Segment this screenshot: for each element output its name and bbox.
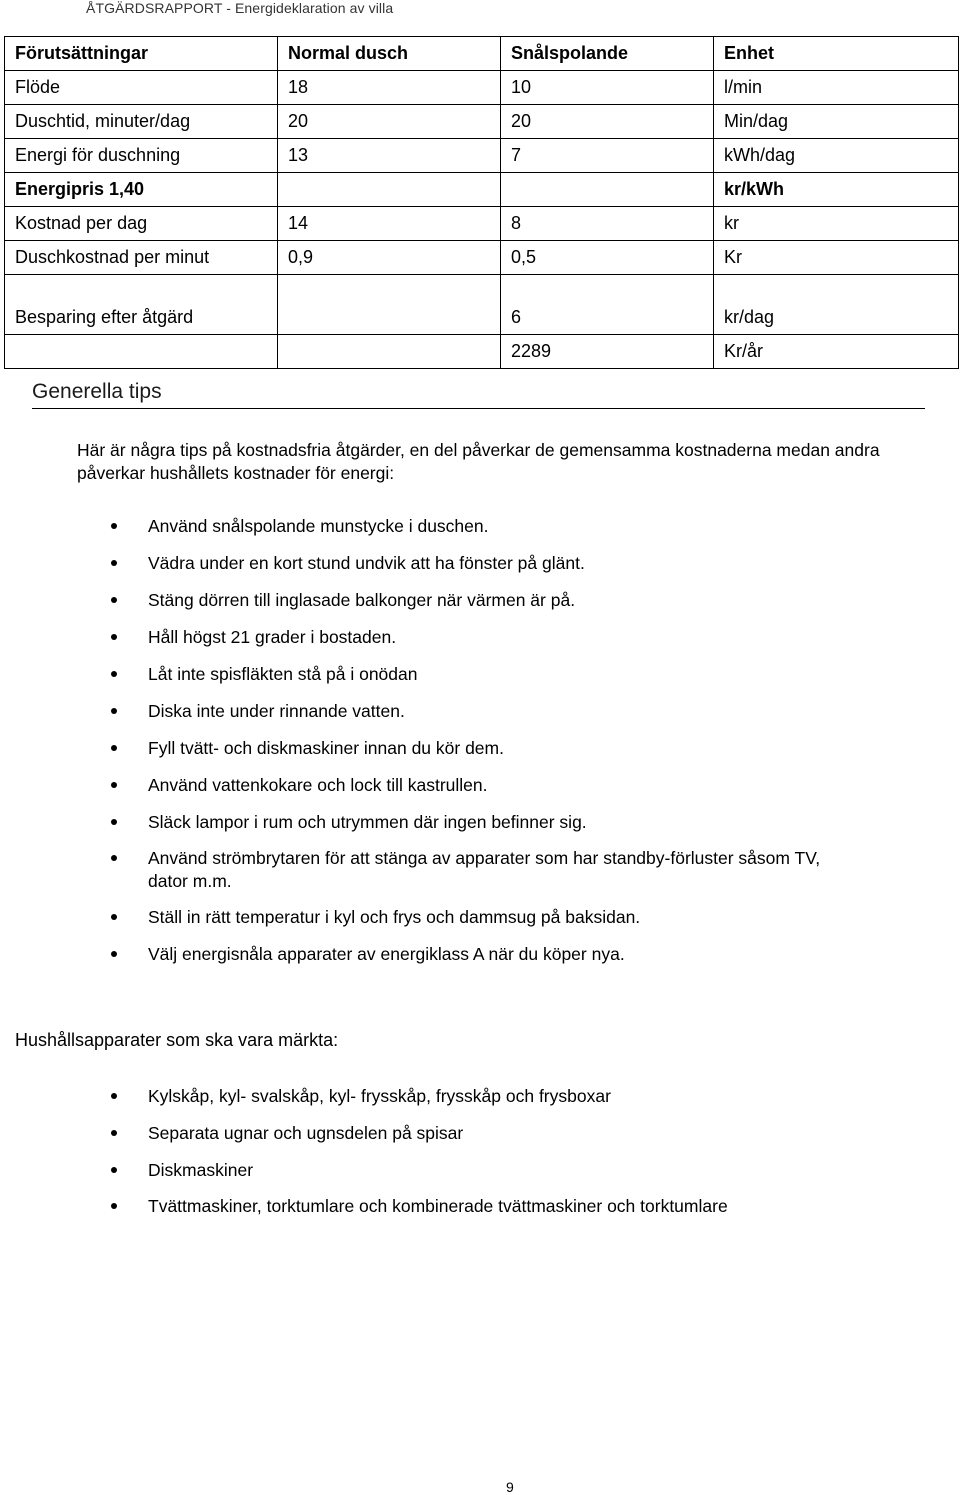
list-item-text: Diska inte under rinnande vatten. bbox=[148, 701, 405, 721]
table-cell bbox=[278, 335, 501, 369]
list-item bbox=[107, 943, 848, 980]
column-header: Enhet bbox=[714, 37, 959, 71]
table-cell: 14 bbox=[278, 207, 501, 241]
table-cell bbox=[501, 173, 714, 207]
table-cell: Kr/år bbox=[714, 335, 959, 369]
list-item-text: Kylskåp, kyl- svalskåp, kyl- frysskåp, frysskåp och frysboxar bbox=[148, 1086, 611, 1106]
table-cell: Duschkostnad per minut bbox=[5, 241, 278, 275]
list-item-text: Välj energisnåla apparater av energiklass A när du köper nya. bbox=[148, 944, 625, 964]
list-item bbox=[107, 906, 848, 943]
table-row bbox=[5, 241, 959, 275]
list-item bbox=[107, 515, 848, 552]
table-row bbox=[5, 207, 959, 241]
list-item-text: Vädra under en kort stund undvik att ha fönster på glänt. bbox=[148, 553, 585, 573]
table-cell: Energipris 1,40 bbox=[5, 173, 278, 207]
bullet-icon bbox=[111, 634, 117, 640]
table-cell: kr/kWh bbox=[714, 173, 959, 207]
list-item bbox=[107, 626, 848, 663]
table-row bbox=[5, 105, 959, 139]
table-cell: 2289 bbox=[501, 335, 714, 369]
table-cell: 6 bbox=[501, 275, 714, 335]
bullet-icon bbox=[111, 1093, 117, 1099]
bullet-icon bbox=[111, 523, 117, 529]
table-header-row bbox=[5, 37, 959, 71]
tips-list bbox=[107, 515, 848, 980]
list-item-text: Separata ugnar och ugnsdelen på spisar bbox=[148, 1123, 464, 1143]
section-title: Generella tips bbox=[32, 380, 925, 409]
list-item-text: Håll högst 21 grader i bostaden. bbox=[148, 627, 397, 647]
bullet-icon bbox=[111, 560, 117, 566]
bullet-icon bbox=[111, 782, 117, 788]
table-cell bbox=[278, 275, 501, 335]
list-item-text: Diskmaskiner bbox=[148, 1160, 254, 1180]
list-item-text: Använd snålspolande munstycke i duschen. bbox=[148, 516, 489, 536]
table-cell: l/min bbox=[714, 71, 959, 105]
table-cell: 10 bbox=[501, 71, 714, 105]
bullet-icon bbox=[111, 1130, 117, 1136]
table-cell: 7 bbox=[501, 139, 714, 173]
list-item bbox=[107, 700, 848, 737]
table-cell: 18 bbox=[278, 71, 501, 105]
list-item bbox=[107, 552, 848, 589]
bullet-icon bbox=[111, 745, 117, 751]
list-item bbox=[107, 1085, 728, 1122]
list-item-text: Stäng dörren till inglasade balkonger när värmen är på. bbox=[148, 590, 576, 610]
table-cell: Energi för duschning bbox=[5, 139, 278, 173]
table-cell: 8 bbox=[501, 207, 714, 241]
table-cell: 0,5 bbox=[501, 241, 714, 275]
running-header: ÅTGÄRDSRAPPORT - Energideklaration av villa bbox=[86, 0, 394, 16]
appliances-list bbox=[107, 1085, 728, 1232]
table-cell: Besparing efter åtgärd bbox=[5, 275, 278, 335]
bullet-icon bbox=[111, 597, 117, 603]
table-cell: kr/dag bbox=[714, 275, 959, 335]
list-item bbox=[107, 847, 848, 906]
table-cell: 20 bbox=[278, 105, 501, 139]
shower-cost-table bbox=[4, 36, 959, 369]
bullet-icon bbox=[111, 1167, 117, 1173]
list-item-text: Använd strömbrytaren för att stänga av apparater som har standby-förluster såsom TV, dator m.m. bbox=[148, 848, 821, 891]
list-item bbox=[107, 589, 848, 626]
table-cell: kr bbox=[714, 207, 959, 241]
table-cell: 20 bbox=[501, 105, 714, 139]
bullet-icon bbox=[111, 855, 117, 861]
table-row bbox=[5, 139, 959, 173]
table-cell: Duschtid, minuter/dag bbox=[5, 105, 278, 139]
table-cell: Kr bbox=[714, 241, 959, 275]
list-item bbox=[107, 1122, 728, 1159]
bullet-icon bbox=[111, 914, 117, 920]
table-row bbox=[5, 173, 959, 207]
column-header: Snålspolande bbox=[501, 37, 714, 71]
bullet-icon bbox=[111, 671, 117, 677]
list-item-text: Tvättmaskiner, torktumlare och kombinerade tvättmaskiner och torktumlare bbox=[148, 1196, 728, 1216]
list-item-text: Fyll tvätt- och diskmaskiner innan du kör dem. bbox=[148, 738, 504, 758]
bullet-icon bbox=[111, 819, 117, 825]
column-header: Förutsättningar bbox=[5, 37, 278, 71]
list-item bbox=[107, 774, 848, 811]
appliances-title: Hushållsapparater som ska vara märkta: bbox=[15, 1030, 339, 1050]
list-item-text: Använd vattenkokare och lock till kastrullen. bbox=[148, 775, 488, 795]
intro-paragraph: Här är några tips på kostnadsfria åtgärder, en del påverkar de gemensamma kostnaderna medan andra påverkar hushållets kostnader för energi: bbox=[77, 440, 880, 483]
table-row bbox=[5, 71, 959, 105]
column-header: Normal dusch bbox=[278, 37, 501, 71]
list-item-text: Ställ in rätt temperatur i kyl och frys och dammsug på baksidan. bbox=[148, 907, 641, 927]
table-cell bbox=[5, 335, 278, 369]
list-item bbox=[107, 663, 848, 700]
savings-row bbox=[5, 335, 959, 369]
table-cell bbox=[278, 173, 501, 207]
table-cell: 0,9 bbox=[278, 241, 501, 275]
table-cell: kWh/dag bbox=[714, 139, 959, 173]
list-item bbox=[107, 1195, 728, 1232]
list-item-text: Låt inte spisfläkten stå på i onödan bbox=[148, 664, 418, 684]
list-item bbox=[107, 811, 848, 847]
list-item bbox=[107, 737, 848, 774]
savings-row bbox=[5, 275, 959, 335]
bullet-icon bbox=[111, 1203, 117, 1209]
table-cell: 13 bbox=[278, 139, 501, 173]
page-number: 9 bbox=[506, 1479, 514, 1495]
list-item-text: Släck lampor i rum och utrymmen där ingen befinner sig. bbox=[148, 812, 587, 832]
table-cell: Min/dag bbox=[714, 105, 959, 139]
bullet-icon bbox=[111, 951, 117, 957]
list-item bbox=[107, 1159, 728, 1195]
bullet-icon bbox=[111, 708, 117, 714]
table-cell: Flöde bbox=[5, 71, 278, 105]
table-cell: Kostnad per dag bbox=[5, 207, 278, 241]
